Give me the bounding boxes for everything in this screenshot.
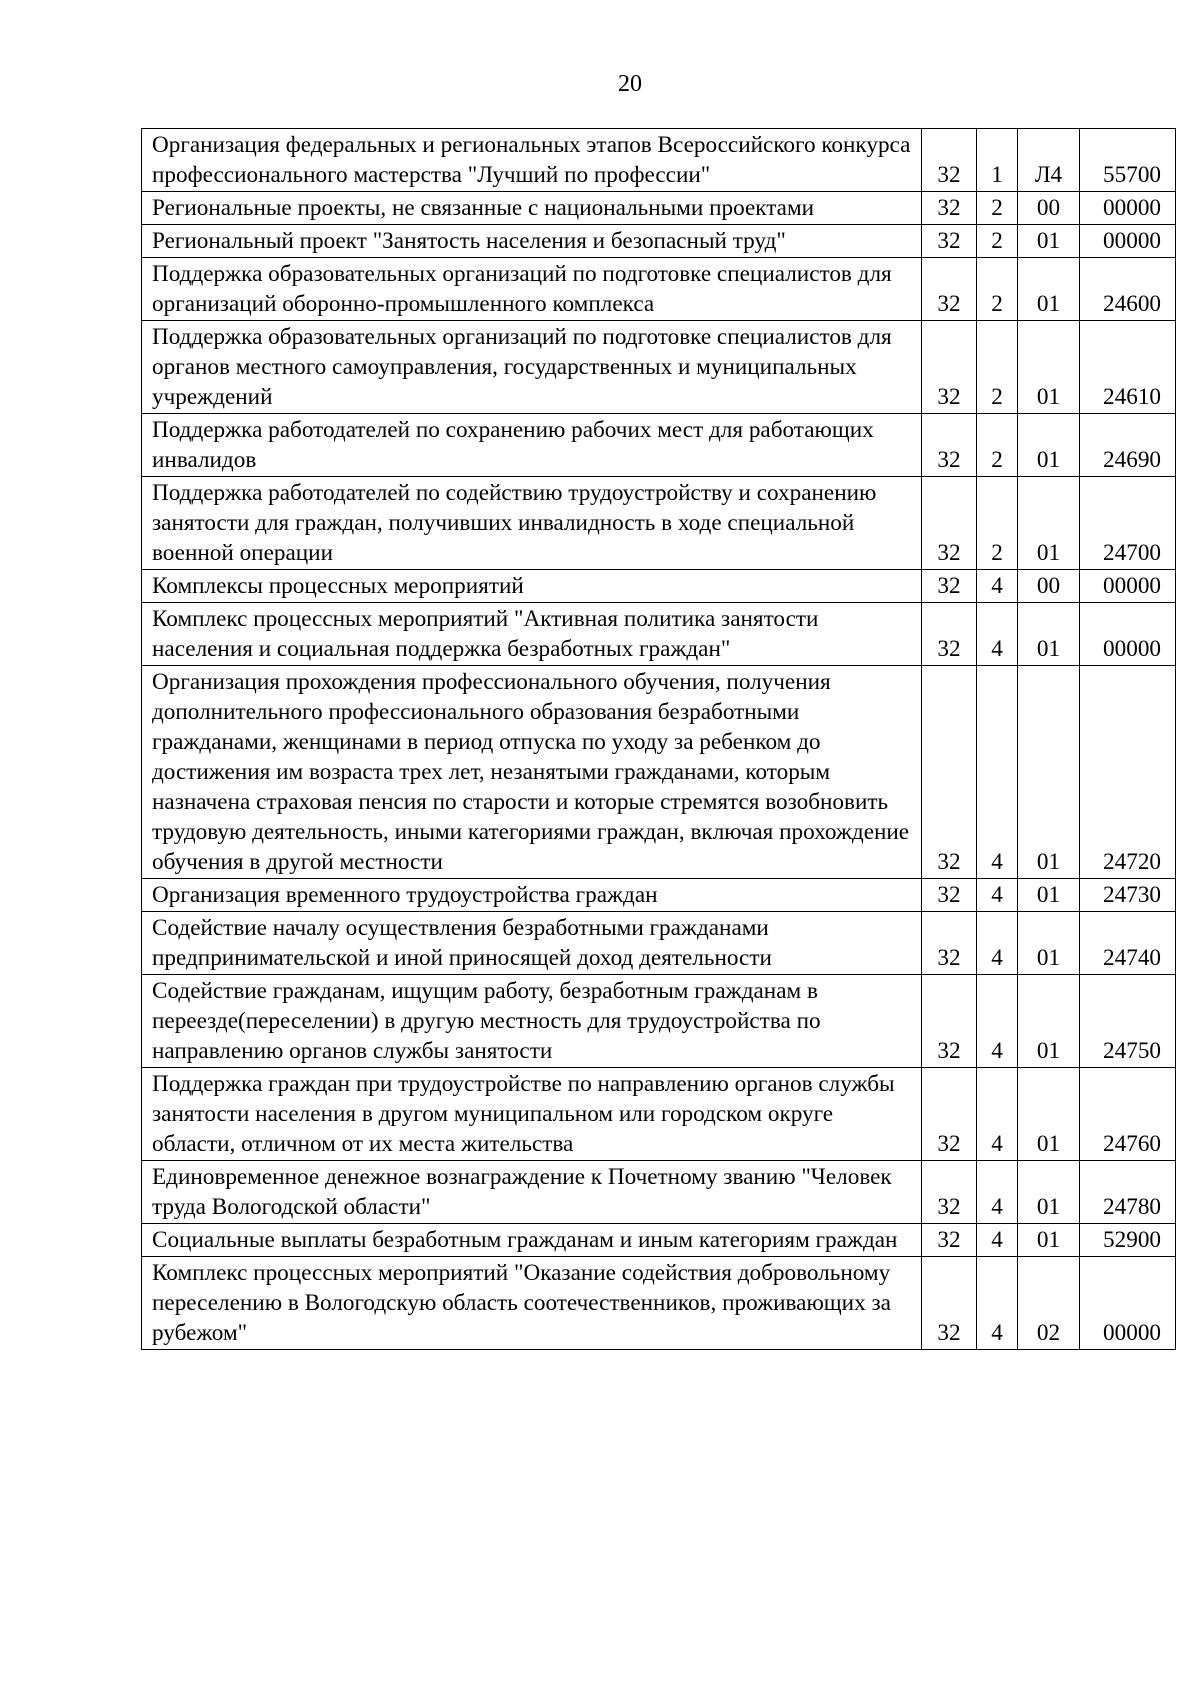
program-code: 32	[922, 1161, 977, 1224]
program-type-code: 4	[977, 975, 1018, 1068]
expense-direction-code: 24730	[1080, 879, 1176, 912]
program-code: 32	[922, 129, 977, 192]
row-name: Единовременное денежное вознаграждение к Почетному званию "Человек труда Вологодской области"	[142, 1161, 922, 1224]
expense-direction-code: 52900	[1080, 1224, 1176, 1257]
program-type-code: 2	[977, 321, 1018, 414]
row-name: Поддержка образовательных организаций по подготовке специалистов для организаций оборонно-промышленного комплекса	[142, 258, 922, 321]
program-code: 32	[922, 321, 977, 414]
structural-element-code: 01	[1018, 1068, 1080, 1161]
structural-element-code: Л4	[1018, 129, 1080, 192]
program-type-code: 2	[977, 414, 1018, 477]
program-type-code: 4	[977, 1257, 1018, 1350]
expense-direction-code: 24720	[1080, 666, 1176, 879]
row-name: Организация временного трудоустройства граждан	[142, 879, 922, 912]
row-name: Содействие началу осуществления безработными гражданами предпринимательской и иной приносящей доход деятельности	[142, 912, 922, 975]
program-code: 32	[922, 477, 977, 570]
table-row	[142, 225, 1176, 258]
program-type-code: 2	[977, 477, 1018, 570]
structural-element-code: 01	[1018, 225, 1080, 258]
table-row	[142, 258, 1176, 321]
expense-direction-code: 00000	[1080, 1257, 1176, 1350]
row-name: Региональные проекты, не связанные с национальными проектами	[142, 192, 922, 225]
table-row	[142, 321, 1176, 414]
expense-direction-code: 24610	[1080, 321, 1176, 414]
table-row	[142, 975, 1176, 1068]
program-type-code: 4	[977, 570, 1018, 603]
program-type-code: 2	[977, 225, 1018, 258]
structural-element-code: 02	[1018, 1257, 1080, 1350]
structural-element-code: 01	[1018, 1161, 1080, 1224]
program-code: 32	[922, 1068, 977, 1161]
row-name: Поддержка образовательных организаций по подготовке специалистов для органов местного самоуправления, государственных и муниципальных учреждений	[142, 321, 922, 414]
page-number: 20	[618, 71, 642, 97]
program-type-code: 4	[977, 879, 1018, 912]
program-code: 32	[922, 912, 977, 975]
expense-direction-code: 24760	[1080, 1068, 1176, 1161]
row-name: Поддержка работодателей по содействию трудоустройству и сохранению занятости для граждан, получивших инвалидность в ходе специальной военной операции	[142, 477, 922, 570]
program-code: 32	[922, 879, 977, 912]
program-type-code: 4	[977, 1068, 1018, 1161]
program-type-code: 1	[977, 129, 1018, 192]
program-code: 32	[922, 570, 977, 603]
row-name: Комплекс процессных мероприятий "Активная политика занятости населения и социальная поддержка безработных граждан"	[142, 603, 922, 666]
structural-element-code: 00	[1018, 192, 1080, 225]
expense-direction-code: 24780	[1080, 1161, 1176, 1224]
program-type-code: 4	[977, 1224, 1018, 1257]
structural-element-code: 00	[1018, 570, 1080, 603]
structural-element-code: 01	[1018, 975, 1080, 1068]
structural-element-code: 01	[1018, 258, 1080, 321]
expense-direction-code: 55700	[1080, 129, 1176, 192]
table-row	[142, 1257, 1176, 1350]
table-row	[142, 879, 1176, 912]
row-name: Содействие гражданам, ищущим работу, безработным гражданам в переезде(переселении) в другую местность для трудоустройства по направлению органов службы занятости	[142, 975, 922, 1068]
row-name: Комплексы процессных мероприятий	[142, 570, 922, 603]
expense-direction-code: 00000	[1080, 570, 1176, 603]
structural-element-code: 01	[1018, 414, 1080, 477]
table-row	[142, 666, 1176, 879]
program-type-code: 4	[977, 912, 1018, 975]
row-name: Организация прохождения профессионального обучения, получения дополнительного профессионального образования безработными гражданами, женщинами в период отпуска по уходу за ребенком до достижения им возраста трех лет, незанятыми гражданами, которым назначена страховая пенсия по старости и которые стремятся возобновить трудовую деятельность, иными категориями граждан, включая прохождение обучения в другой местности	[142, 666, 922, 879]
table-row	[142, 1068, 1176, 1161]
table-row	[142, 414, 1176, 477]
expense-direction-code: 00000	[1080, 225, 1176, 258]
table-row	[142, 477, 1176, 570]
row-name: Региональный проект "Занятость населения и безопасный труд"	[142, 225, 922, 258]
expense-direction-code: 24700	[1080, 477, 1176, 570]
table-row	[142, 129, 1176, 192]
program-code: 32	[922, 1224, 977, 1257]
program-code: 32	[922, 1257, 977, 1350]
row-name: Поддержка граждан при трудоустройстве по направлению органов службы занятости населения в другом муниципальном или городском округе области, отличном от их места жительства	[142, 1068, 922, 1161]
structural-element-code: 01	[1018, 477, 1080, 570]
program-type-code: 4	[977, 603, 1018, 666]
table-row	[142, 603, 1176, 666]
table-row	[142, 1224, 1176, 1257]
row-name: Организация федеральных и региональных этапов Всероссийского конкурса профессионального мастерства "Лучший по профессии"	[142, 129, 922, 192]
budget-classification-table	[141, 128, 1176, 1350]
structural-element-code: 01	[1018, 321, 1080, 414]
table-row	[142, 570, 1176, 603]
structural-element-code: 01	[1018, 879, 1080, 912]
expense-direction-code: 24600	[1080, 258, 1176, 321]
program-code: 32	[922, 975, 977, 1068]
row-name: Комплекс процессных мероприятий "Оказание содействия добровольному переселению в Вологодскую область соотечественников, проживающих за рубежом"	[142, 1257, 922, 1350]
program-type-code: 4	[977, 1161, 1018, 1224]
structural-element-code: 01	[1018, 603, 1080, 666]
table-row	[142, 912, 1176, 975]
expense-direction-code: 24740	[1080, 912, 1176, 975]
table-row	[142, 192, 1176, 225]
program-code: 32	[922, 192, 977, 225]
program-code: 32	[922, 414, 977, 477]
program-type-code: 4	[977, 666, 1018, 879]
structural-element-code: 01	[1018, 666, 1080, 879]
program-code: 32	[922, 603, 977, 666]
program-type-code: 2	[977, 258, 1018, 321]
program-type-code: 2	[977, 192, 1018, 225]
program-code: 32	[922, 258, 977, 321]
expense-direction-code: 00000	[1080, 192, 1176, 225]
row-name: Поддержка работодателей по сохранению рабочих мест для работающих инвалидов	[142, 414, 922, 477]
structural-element-code: 01	[1018, 1224, 1080, 1257]
row-name: Социальные выплаты безработным гражданам и иным категориям граждан	[142, 1224, 922, 1257]
expense-direction-code: 00000	[1080, 603, 1176, 666]
expense-direction-code: 24750	[1080, 975, 1176, 1068]
table-row	[142, 1161, 1176, 1224]
program-code: 32	[922, 225, 977, 258]
program-code: 32	[922, 666, 977, 879]
expense-direction-code: 24690	[1080, 414, 1176, 477]
structural-element-code: 01	[1018, 912, 1080, 975]
